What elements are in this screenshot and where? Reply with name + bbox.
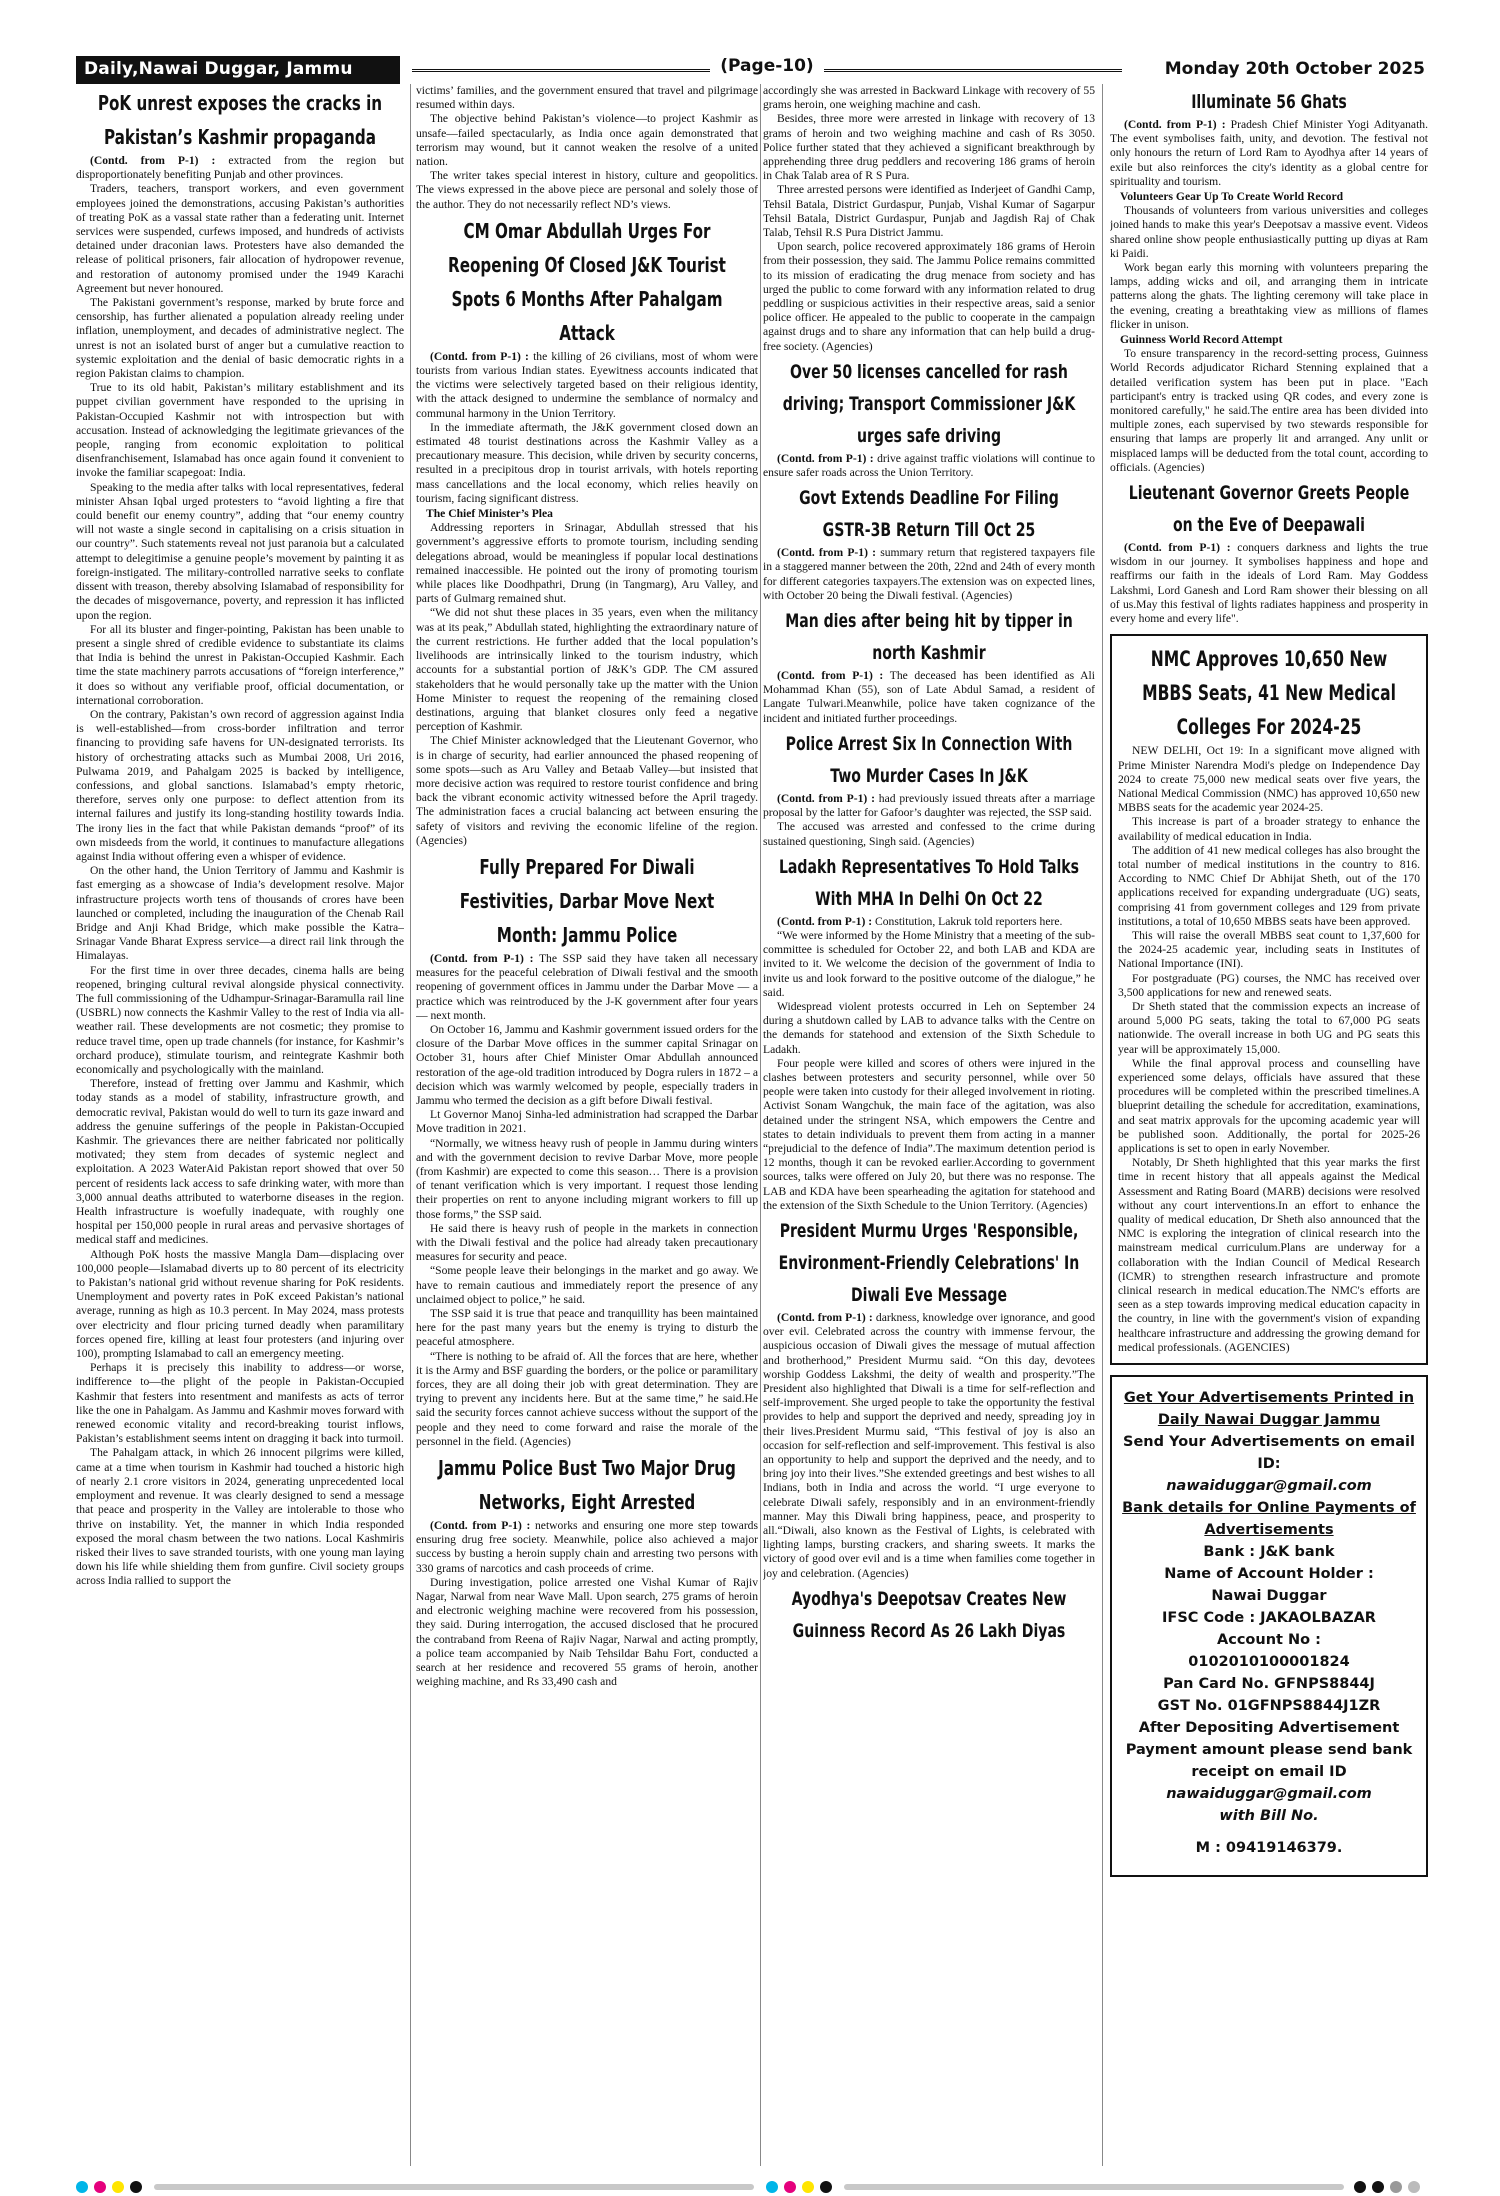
ad-email[interactable]: nawaiduggar@gmail.com [1166, 1786, 1372, 1803]
ad-line: Account No : [1217, 1632, 1321, 1649]
article-paragraph: On October 16, Jammu and Kashmir government issued orders for the closure of the Darbar Move offices in the summer capital Srinagar on October 31, hours after Chief Minister Omar Abdullah announced restoration of the age-old tradition introduced by Dogra rulers in 1872 – a decision which was warmly welcomed by people, especially traders in Jammu who termed the decision as a gift before Diwali festival. [416, 1022, 758, 1107]
black-registration-dot [1372, 2181, 1384, 2193]
article-paragraph: (Contd. from P-1) : Pradesh Chief Minister Yogi Adityanath. The event symbolises faith, unity, and devotion. The festival not only honours the return of Lord Ram to Ayodhya after 14 years of exile but also reinforces the city's identity as a global centre for spirituality and tourism. [1110, 118, 1428, 188]
article-paragraph: (Contd. from P-1) : had previously issued threats after a marriage proposal by the latter for Gafoor’s daughter was rejected, the SSP said. [763, 791, 1095, 820]
masthead-date: Monday 20th October 2025 [1164, 59, 1425, 79]
article-paragraph: Speaking to the media after talks with local representatives, federal minister Ahsan Iqbal urged protesters to “avoid lighting a fire that could benefit our enemy country”, adding that “our enemy country will not waste a single second in capitalising on a crisis situation in our country”. Such statements reveal not just paranoia but a calculated attempt to delegitimise a genuine people’s movement by painting it as foreign-instigated. The military-controlled narrative seeks to conflate dissent with treason, thereby absolving Islamabad of responsibility for the decades of misgovernance, poverty, and repression it has inflicted upon the region. [76, 480, 404, 622]
headline-drug-networks: Jammu Police Bust Two Major Drug Networks, Eight Arrested [438, 1456, 736, 1515]
grey-registration-dot [1408, 2181, 1420, 2193]
masthead-page-number [412, 56, 1122, 84]
article-paragraph: Thousands of volunteers from various universities and colleges joined hands to make this year's Deepotsav a massive event. Videos shared online show people enthusiastically putting up diyas at Ram ki Paidi. [1110, 204, 1428, 260]
article-paragraph: (Contd. from P-1) : conquers darkness and lights the true wisdom in our journey. It symbolises happiness and hope and reaffirms our faith in the ideals of Lord Ram. May Goddess Lakshmi, Lord Ganesh and Lord Ram shower their blessing on all of us.May this festival of lights radiates happiness and prosperity in every home and every life". [1110, 541, 1428, 626]
article-paragraph: NEW DELHI, Oct 19: In a significant move aligned with Prime Minister Narendra Modi's pledge on Independence Day 2024 to create 75,000 new medical seats over five years, the National Medical Commission (NMC) has approved 10,650 new MBBS seats for the academic year 2024-25. [1118, 744, 1420, 815]
article-paragraph: “We did not shut these places in 35 years, even when the militancy was at its peak,” Abdullah stated, highlighting the extraordinary nature of the current restrictions. He further added that the local population’s livelihoods are intrinsically linked to the tourism industry, which accounts for a substantial portion of J&K’s GDP. The CM assured stakeholders that he would personally take up the matter with the Union Home Minister to request the reopening of the remaining closed destinations, arguing that blanket closures only feed a negative perception of Kashmir. [416, 606, 758, 734]
article-paragraph: Three arrested persons were identified as Inderjeet of Gandhi Camp, Tehsil Batala, District Gurdaspur, Punjab, Vishal Kumar of Sagarpur Tehsil Batala, District Gurdaspur, Punjab and Jagdish Raj of Chak Talab, Tehsil R.S Pura District Jammu. [763, 183, 1095, 240]
advertisement-box [1110, 1375, 1428, 1877]
article-paragraph: The Pakistani government’s response, marked by brute force and censorship, has further alienated a population already reeling under inflation, unemployment, and decades of administrative neglect. The unrest is not an isolated burst of anger but a cumulative reaction to systemic exploitation and the denial of basic democratic rights in a region Pakistan claims to champion. [76, 296, 404, 381]
magenta-registration-dot [94, 2181, 106, 2193]
article-paragraph: While the final approval process and counselling have experienced some delays, officials have assured that these procedures will be completed within the prescribed timelines.A blueprint detailing the schedule for accreditation, examinations, and seat matrix approvals for the upcoming academic year will be published soon. Additionally, the portal for 2025-26 applications is set to open in early November. [1118, 1056, 1420, 1155]
article-paragraph: To ensure transparency in the record-setting process, Guinness World Records adjudicator Richard Stenning explained that a detailed verification system has been put in place. "Each participant's entry is tracked using QR codes, and every zone is monitored carefully," he said.The entire area has been divided into multiple zones, each supervised by two stewards responsible for ensuring that lamps are properly lit and arranged. Any unlit or misplaced lamps will be deducted from the total count, according to officials. (Agencies) [1110, 347, 1428, 474]
article-paragraph: The addition of 41 new medical colleges has also brought the total number of medical institutions in the country to 816. According to NMC Chief Dr Abhijat Sheth, out of the 170 applications received for expanding undergraduate (UG) seats, comprising 41 from government colleges and 129 from private institutions, a total of 10,650 MBBS seats have been approved. [1118, 843, 1420, 928]
article-paragraph: (Contd. from P-1) : the killing of 26 civilians, most of whom were tourists from various Indian states. Eyewitness accounts indicated that the victims were selectively targeted based on their religious identity, with the attack designed to undermine the semblance of normalcy and communal harmony in the Union Territory. [416, 349, 758, 420]
column-divider [760, 84, 761, 2166]
column-4 [1110, 84, 1428, 2170]
ad-line: Get Your Advertisements Printed in [1123, 1390, 1415, 1407]
article-paragraph: “Some people leave their belongings in the market and go away. We have to remain cautious and immediately report the presence of any unclaimed object to police,” he said. [416, 1264, 758, 1306]
black-registration-dot [820, 2181, 832, 2193]
article-paragraph: The accused was arrested and confessed to the crime during sustained questioning, Singh said. (Agencies) [763, 820, 1095, 848]
article-paragraph: This increase is part of a broader strategy to enhance the availability of medical education in India. [1118, 815, 1420, 843]
article-paragraph: The objective behind Pakistan’s violence—to project Kashmir as unsafe—failed spectacularly, as India once again demonstrated that terrorism may wound, but it cannot weaken the resolve of a united nation. [416, 112, 758, 169]
article-paragraph: Perhaps it is precisely this inability to address—or worse, indifference to—the plight of the people in Pakistan-Occupied Kashmir that festers into resentment and manifests as acts of terror like the one in Pahalgam. As Jammu and Kashmir moves forward with renewed economic vitality and record-breaking tourist inflows, Pakistan’s establishment seems intent on dragging it back into turmoil. [76, 1361, 404, 1446]
headline-nmc-mbbs-seats: NMC Approves 10,650 New MBBS Seats, 41 New Medical Colleges For 2024-25 [1142, 647, 1396, 740]
article-paragraph: The writer takes special interest in history, culture and geopolitics. The views expressed in the above piece are personal and solely those of the author. They do not necessarily reflect ND’s views. [416, 169, 758, 211]
grey-registration-dot [1390, 2181, 1402, 2193]
article-paragraph: For postgraduate (PG) courses, the NMC has received over 3,500 applications for new and renewed seats. [1118, 971, 1420, 999]
article-paragraph: Four people were killed and scores of others were injured in the clashes between protesters and security personnel, while over 50 people were taken into custody for their alleged involvement in rioting. Activist Sonam Wangchuk, the main face of the agitation, was also detained under the stringent NSA, which empowers the Centre and states to detain individuals to prevent them from acting in a manner “prejudicial to the defence of India”.The maximum detention period is 12 months, though it can be revoked earlier.According to government sources, talks were offered on July 20, but there was no response. The LAB and KDA have been spearheading the agitation for statehood and the extension of the Sixth Schedule to the Union Territory. (Agencies) [763, 1056, 1095, 1212]
page-number: (Page-10) [710, 56, 823, 76]
article-paragraph: Traders, teachers, transport workers, and even government employees joined the demonstrations, accusing Pakistan’s authorities of treating PoK as a vassal state rather than a federating unit. Internet services were suspended, curfews imposed, and hundreds of activists detained under draconian laws. Protesters have also demanded the release of political prisoners, fair allocation of hydropower revenue, and restoration of autonomy promised under the 1949 Karachi Agreement but never honoured. [76, 182, 404, 295]
headline-licenses-cancelled: Over 50 licenses cancelled for rash driving; Transport Commissioner J&K urges safe driving [782, 360, 1076, 447]
article-paragraph: Dr Sheth stated that the commission expects an increase of around 5,000 PG seats, taking the total to 67,000 PG seats nationwide. The overall increase in both UG and PG seats this year will be approximately 15,000. [1118, 999, 1420, 1056]
article-paragraph: The SSP said it is true that peace and tranquillity has been maintained here for the past many years but the enemy is trying to disturb the peaceful atmosphere. [416, 1307, 758, 1349]
headline-pok-unrest: PoK unrest exposes the cracks in Pakistan’s Kashmir propaganda [97, 91, 383, 149]
article-paragraph: (Contd. from P-1) : drive against traffic violations will continue to ensure safer roads across the Union Territory. [763, 451, 1095, 480]
article-paragraph: This will raise the overall MBBS seat count to 1,37,600 for the 2024-25 academic year, including seats in Institutes of National Importance (INI). [1118, 928, 1420, 971]
ad-line: Nawai Duggar [1211, 1588, 1327, 1605]
column-3 [763, 84, 1095, 2170]
article-paragraph: accordingly she was arrested in Backward Linkage with recovery of 55 grams heroin, one weighing machine and cash. [763, 84, 1095, 112]
ad-line: Pan Card No. GFNPS8844J [1163, 1676, 1375, 1693]
column-divider [1102, 84, 1103, 2166]
article-paragraph: He said there is heavy rush of people in the markets in connection with the Diwali festival and the police had already taken precautionary measures for security and peace. [416, 1221, 758, 1264]
subheading: The Chief Minister’s Plea [426, 507, 553, 521]
headline-cm-omar-abdullah: CM Omar Abdullah Urges For Reopening Of Closed J&K Tourist Spots 6 Months After Pahalgam Attack [448, 218, 726, 345]
ad-email[interactable]: nawaiduggar@gmail.com [1166, 1478, 1372, 1495]
article-paragraph: (Contd. from P-1) : Constitution, Lakruk told reporters here. [777, 914, 1063, 928]
ad-line: with Bill No. [1219, 1808, 1319, 1825]
article-paragraph: Widespread violent protests occurred in Leh on September 24 during a shutdown called by LAB to advance talks with the Centre on the demands for statehood and extension of the Sixth Schedule to Ladakh. [763, 999, 1095, 1056]
article-paragraph: Addressing reporters in Srinagar, Abdullah stressed that his government’s aggressive efforts to promote tourism, including sending delegations abroad, would be meaningless if popular local destinations remained inaccessible. He pointed out the irony of promoting tourism while places like Doodhpathri, Drung (in Tangmarg), Aru Valley, and parts of Gulmarg remained shut. [416, 521, 758, 606]
article-paragraph: The Pahalgam attack, in which 26 innocent pilgrims were killed, came at a time when tourism in Kashmir had touched a historic high of nearly 2.1 crore visitors in 2024, generating unprecedented local employment and revenue. It was clearly designed to send a message that peace and prosperity in the Valley are intolerable to those who thrive on instability. Yet, the manner in which India responded exposed the moral chasm between the two nations. Local Kashmiris risked their lives to save stranded tourists, with one young man laying down his life while shielding them from gunfire. Civil society groups across India rallied to support the [76, 1446, 404, 1588]
grey-strip [844, 2184, 1344, 2190]
ad-line: Name of Account Holder : [1164, 1566, 1374, 1583]
subheading: Guinness World Record Attempt [1120, 333, 1283, 347]
headline-gstr-deadline: Govt Extends Deadline For Filing GSTR-3B Return Till Oct 25 [799, 487, 1059, 542]
headline-president-murmu: President Murmu Urges 'Responsible, Environment-Friendly Celebrations' In Diwali Eve Message [778, 1219, 1080, 1306]
ad-line: IFSC Code : JAKAOLBAZAR [1162, 1610, 1376, 1627]
article-paragraph: (Contd. from P-1) : The SSP said they have taken all necessary measures for the peaceful celebration of Diwali festival and the smooth reopening of government offices in Jammu under the Darbar Move — a practice which was reintroduced by the J-K government after four years — next month. [416, 951, 758, 1022]
cyan-registration-dot [76, 2181, 88, 2193]
masthead-publication: Daily,Nawai Duggar, Jammu [76, 56, 400, 84]
article-paragraph: victims’ families, and the government ensured that travel and pilgrimage resumed within days. [416, 84, 758, 112]
headline-ladakh-talks: Ladakh Representatives To Hold Talks With MHA In Delhi On Oct 22 [778, 855, 1080, 910]
article-paragraph: Lt Governor Manoj Sinha-led administration had scrapped the Darbar Move tradition in 2021. [416, 1108, 758, 1136]
ad-line: After Depositing Advertisement Payment amount please send bank receipt on email ID [1125, 1720, 1413, 1781]
ad-phone: M : 09419146379. [1195, 1840, 1343, 1857]
article-paragraph: The Chief Minister acknowledged that the Lieutenant Governor, who is in charge of security, had earlier announced the phased reopening of some spots—such as Aru Valley and Betaab Valley—but insisted that more decisive action was required to restore tourist confidence and bring back the vibrant economic activity witnessed before the April tragedy. The administration faces a crucial balancing act between ensuring the safety of visitors and reviving the economic lifeline of the region. (Agencies) [416, 734, 758, 847]
article-paragraph: During investigation, police arrested one Vishal Kumar of Rajiv Nagar, Narwal from near Wave Mall. Upon search, 275 grams of heroin and electronic weighing machine were recovered from his possession, they said. During interrogation, the accused disclosed that he procured the contraband from Reena of Rajiv Nagar, Narwal and acting promptly, a police team accompanied by Naib Tehsildar Bahu Fort, conducted a search at her residence and recovered 55 grams of heroin, another weighing machine, and Rs 33,490 cash and [416, 1575, 758, 1689]
article-paragraph: “Normally, we witness heavy rush of people in Jammu during winters and with the government decision to revive Darbar Move, more people (from Kashmir) are expected to come this season… There is a provision of tenant verification which is very important. I request those lending their properties on rent to anyone including migrant workers to fill up those forms,” the SSP said. [416, 1136, 758, 1221]
article-paragraph: For all its bluster and finger-pointing, Pakistan has been unable to present a single shred of credible evidence to substantiate its claims that India is behind the unrest in Pakistan-Occupied Kashmir. Each time the state machinery parrots accusations of “foreign interference,” it does so without any verifiable proof, official documentation, or international corroboration. [76, 622, 404, 707]
article-paragraph: Although PoK hosts the massive Mangla Dam—displacing over 100,000 people—Islamabad diverts up to 80 percent of its electricity to Pakistan’s national grid without revenue sharing for PoK residents. Unemployment and poverty rates in PoK exceed Pakistan’s national average, running as high as 10.3 percent. In May 2024, mass protests over electricity and flour pricing turned deadly when paramilitary forces opened fire, killing at least four protesters (and injuring over 100), prompting Islamabad to call an emergency meeting. [76, 1247, 404, 1361]
article-paragraph: Besides, three more were arrested in linkage with recovery of 13 grams of heroin and two weighing machine and cash of Rs 3050. Police further stated that they achieved a significant breakthrough by apprehending three drug peddlers and recovering 186 grams of heroin in Chak Talab area of R S Pura. [763, 112, 1095, 183]
article-paragraph: Work began early this morning with volunteers preparing the lamps, adding wicks and oil, and arranging them in intricate patterns along the ghats. The lighting ceremony will take place in the evening, creating a breathtaking view as millions of flames flicker in unison. [1110, 261, 1428, 331]
headline-lg-greets: Lieutenant Governor Greets People on the Eve of Deepawali [1128, 482, 1410, 537]
magenta-registration-dot [784, 2181, 796, 2193]
article-paragraph: (Contd. from P-1) : summary return that registered taxpayers file in a staggered manner between the 20th, 22nd and 24th of every month for different categories taxpayers.The extension was on expected lines, with October 20 being the Diwali festival. (Agencies) [763, 546, 1095, 602]
column-1 [76, 84, 404, 2170]
article-paragraph: “We were informed by the Home Ministry that a meeting of the sub-committee is scheduled for October 22, and both LAB and KDA are invited to it. We welcome the decision of the government of India to invite us and look forward to the positive outcome of the dialogue,” he said. [763, 928, 1095, 999]
column-divider [410, 84, 411, 2166]
yellow-registration-dot [112, 2181, 124, 2193]
black-registration-dot [1354, 2181, 1366, 2193]
article-paragraph: Notably, Dr Sheth highlighted that this year marks the first time in recent history that all appeals against the Medical Assessment and Rating Board (MARB) decisions were resolved without any court interventions.In an effort to enhance the quality of medical education, Dr Sheth also announced that the NMC is exploring the integration of clinical research into the mainstream medical curriculum.Plans are underway for a collaboration with the Indian Council of Medical Research (ICMR) to strengthen research infrastructure and promote clinical research in medical education.The NMC's efforts are seen as a step towards improving medical education capacity in the country, in line with the government's vision of expanding healthcare infrastructure and addressing the growing demand for medical professionals. (AGENCIES) [1118, 1156, 1420, 1354]
headline-diwali-darbar-move: Fully Prepared For Diwali Festivities, Darbar Move Next Month: Jammu Police [459, 854, 715, 947]
article-paragraph: True to its old habit, Pakistan’s military establishment and its puppet civilian government have responded to the uprising in Pakistan-Occupied Kashmir not with introspection but with accusation. Instead of acknowledging the legitimate grievances of the people, ranging from economic exploitation to political disenfranchisement, Islamabad has once again found it convenient to invoke the familiar scapegoat: India. [76, 381, 404, 480]
article-paragraph: Therefore, instead of fretting over Jammu and Kashmir, which today stands as a model of stability, infrastructure growth, and democratic revival, Pakistan would do well to turn its gaze inward and address the genuine sufferings of the people in Pakistan-Occupied Kashmir. The grievances there are neither fabricated nor politically motivated; they stem from decades of systemic neglect and exploitation. A 2023 WaterAid Pakistan report showed that over 50 percent of residents lack access to safe drinking water, with more than 3,000 annual deaths attributed to waterborne diseases in the region. Health infrastructure is woefully inadequate, with roughly one hospital per 150,000 people in rural areas and pervasive shortages of medical staff and medicines. [76, 1077, 404, 1247]
headline-tipper-accident: Man dies after being hit by tipper in north Kashmir [785, 610, 1073, 665]
subheading: Volunteers Gear Up To Create World Record [1120, 190, 1344, 204]
nmc-article-box [1110, 634, 1428, 1365]
article-paragraph: In the immediate aftermath, the J&K government closed down an estimated 48 tourist destinations across the Kashmir Valley as a precautionary measure. This decision, while driven by security concerns, resulted in a precipitous drop in tourist arrivals, with hotels reporting mass cancellations and the local economy, which relies heavily on tourism, facing significant distress. [416, 420, 758, 505]
article-paragraph: (Contd. from P-1) : extracted from the region but disproportionately benefiting Punjab and other provinces. [76, 154, 404, 182]
ad-line: 0102010100001824 [1188, 1654, 1350, 1671]
article-paragraph: On the contrary, Pakistan’s own record of aggression against India is well-established—from cross-border infiltration and terror financing to providing safe havens for UN-designated terrorists. Its history of orchestrating attacks such as Mumbai 2008, Uri 2016, Pulwama 2019, and Pahalgam 2025 is backed by intelligence, confessions, and global sanctions. Islamabad’s empty rhetoric, therefore, serves only one purpose: to deflect attention from its internal failures and justify its long-standing hostility towards India. The irony lies in the fact that while Pakistan demands “proof” of its own misdeeds from the world, it continues to manufacture allegations against India without offering even a whisper of evidence. [76, 707, 404, 863]
cyan-registration-dot [766, 2181, 778, 2193]
article-paragraph: On the other hand, the Union Territory of Jammu and Kashmir is fast emerging as a showcase of India’s development resolve. Major infrastructure projects worth tens of thousands of crores have been launched or completed, including the inauguration of the Chenab Rail Bridge and Anji Khad Bridge, which make possible the Katra–Srinagar Vande Bharat Express service—a direct rail link through the Himalayas. [76, 864, 404, 963]
article-paragraph: Upon search, police recovered approximately 186 grams of Heroin from their possession, they said. The Jammu Police remains committed to its mission of eradicating the drug menace from society and has urged the public to come forward with any information related to drug peddling or suspicious activities in their respective areas, said a senior police officer. He appealed to the public to cooperate in the campaign against drugs and to share any information that can help build a drug-free society. (Agencies) [763, 240, 1095, 353]
headline-murder-arrests: Police Arrest Six In Connection With Two Murder Cases In J&K [785, 732, 1073, 787]
headline-ayodhya-deepotsav: Ayodhya's Deepotsav Creates New Guinness Record As 26 Lakh Diyas [791, 1587, 1067, 1642]
yellow-registration-dot [802, 2181, 814, 2193]
print-registration-bar [76, 2181, 1428, 2193]
article-paragraph: (Contd. from P-1) : The deceased has been identified as Ali Mohammad Khan (55), son of Late Abdul Samad, a resident of Langate Tulwari.Meanwhile, police have taken cognizance of the incident and initiated further proceedings. [763, 669, 1095, 725]
article-paragraph: “There is nothing to be afraid of. All the forces that are here, whether it is the Army and BSF guarding the borders, or the police or paramilitary forces, they are all doing their job with great determination. They are trying to prevent any incidents here. But at the same time,” he said.He said the security forces cannot achieve success without the support of the people and they need to come forward and raise the morale of the personnel in the field. (Agencies) [416, 1349, 758, 1448]
ad-line: Bank : J&K bank [1203, 1544, 1335, 1561]
column-2 [416, 84, 758, 2170]
ad-line: Daily Nawai Duggar Jammu [1157, 1412, 1381, 1429]
ad-line: Bank details for Online Payments of Advertisements [1122, 1500, 1416, 1539]
article-paragraph: For the first time in over three decades, cinema halls are being reopened, bringing cultural revival alongside physical connectivity. The full commissioning of the Udhampur-Srinagar-Baramulla rail line (USBRL) now connects the Kashmir Valley to the rest of India via all-weather rail. These developments are not cosmetic; they promise to reduce travel time, open up trade channels (for instance, for Kashmir’s orchard produce), stimulate tourism, and reintegrate Kashmir both economically and psychologically with the mainland. [76, 963, 404, 1076]
grey-strip [154, 2184, 754, 2190]
ad-line: Send Your Advertisements on email ID: [1123, 1434, 1415, 1473]
article-paragraph: (Contd. from P-1) : networks and ensuring one more step towards ensuring drug free society. Meanwhile, police also achieved a major success by busting a heroin supply chain and arresting two persons with 330 grams of narcotics and cash proceeds of crime. [416, 1519, 758, 1575]
ad-line: GST No. 01GFNPS8844J1ZR [1157, 1698, 1381, 1715]
black-registration-dot [130, 2181, 142, 2193]
article-paragraph: (Contd. from P-1) : darkness, knowledge over ignorance, and good over evil. Celebrated across the country with immense fervour, the auspicious occasion of Diwali gives the message of mutual affection and brotherhood,” President Murmu said. “On this day, devotees worship Goddess Lakshmi, the deity of wealth and prosperity.”The President also highlighted that Diwali is a time for self-reflection and self-improvement. She urged people to take the opportunity the festival provides to help and support the deprived and needy, spreading joy in their lives.President Murmu said, “This festival of joy is also an occasion for self-reflection and self-improvement. This festival is also an opportunity to help and support the deprived and the needy, and to bring joy into their lives.”She extended greetings and best wishes to all Indians, both in India and across the world. “I urge everyone to celebrate Diwali safely, responsibly and in an environment-friendly manner. May this Diwali bring happiness, peace, and prosperity to all.“Diwali, also known as the Festival of Lights, is celebrated with lighting lamps, bursting crackers, and sharing sweets. It marks the victory of good over evil and is a time when families come together in joy and celebration. (Agencies) [763, 1310, 1095, 1580]
headline-illuminate-ghats: Illuminate 56 Ghats [1191, 91, 1347, 113]
